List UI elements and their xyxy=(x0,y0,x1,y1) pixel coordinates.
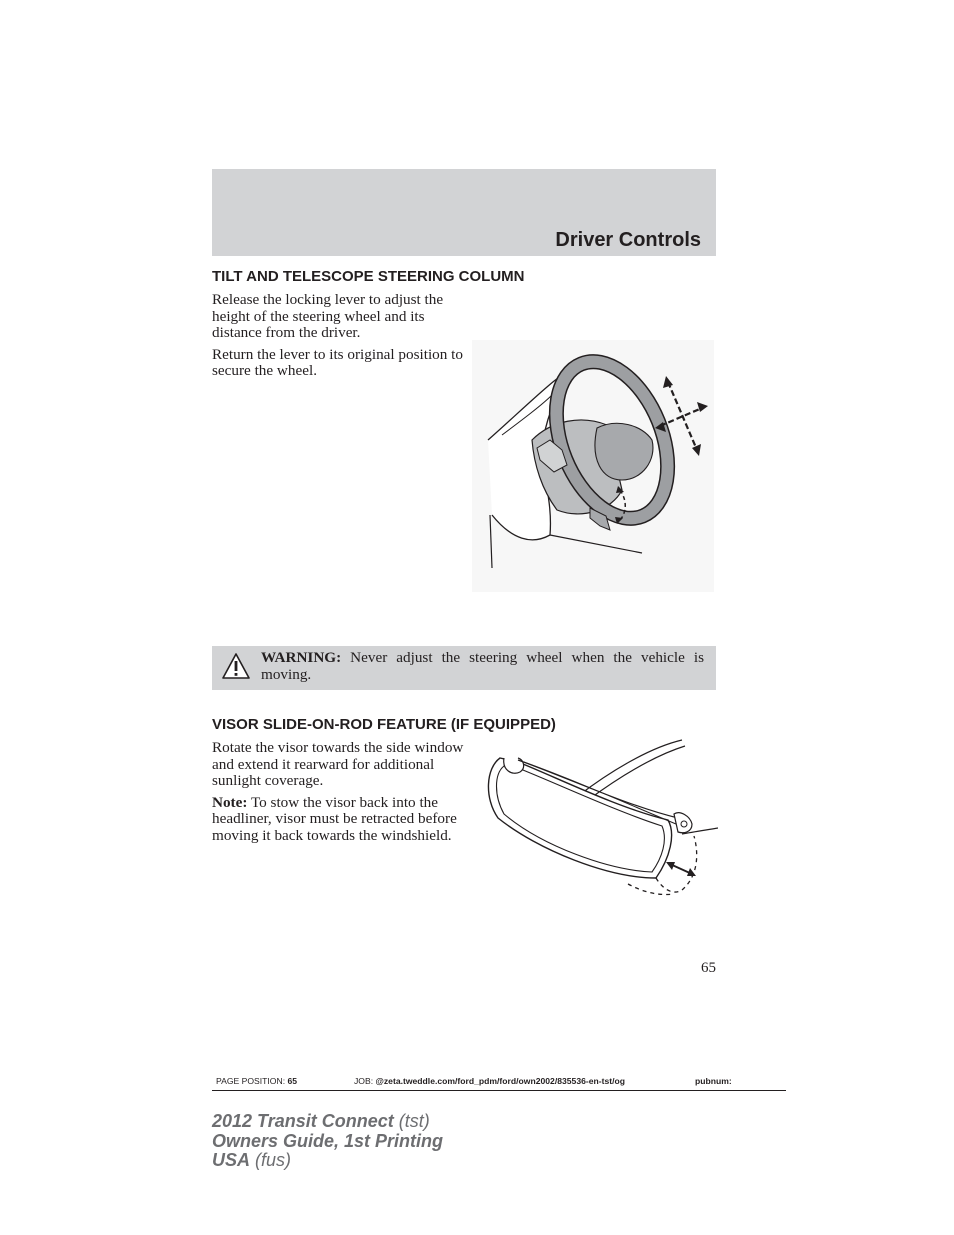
visor-illustration xyxy=(478,738,718,900)
page-position xyxy=(216,1076,297,1086)
tilt-steering-body xyxy=(212,292,464,385)
page-position-label: PAGE POSITION: xyxy=(216,1076,286,1086)
visor-body xyxy=(212,740,464,850)
tilt-paragraph-2: Return the lever to its original position to secure the wheel. xyxy=(212,345,463,380)
visor-heading: VISOR SLIDE-ON-ROD FEATURE (IF EQUIPPED) xyxy=(212,716,556,733)
job-label: JOB: xyxy=(354,1076,374,1086)
model-name: 2012 Transit Connect xyxy=(212,1111,394,1131)
warning-triangle-icon xyxy=(221,652,251,680)
pubnum-info xyxy=(695,1076,732,1086)
steering-column-illustration xyxy=(472,340,714,592)
warning-message: Never adjust the steering wheel when the vehicle is moving. xyxy=(261,649,704,683)
market-name: USA xyxy=(212,1150,251,1170)
note-label: Note: xyxy=(212,793,248,811)
printing-info: Owners Guide, 1st Printing xyxy=(212,1130,444,1151)
tilt-paragraph-1: Release the locking lever to adjust the height of the steering wheel and its distance from the driver. xyxy=(212,291,444,342)
note-text: To stow the visor back into the headliner, visor must be retracted before moving it back towards the windshield. xyxy=(212,793,457,844)
section-header-bar xyxy=(212,169,716,256)
warning-text xyxy=(261,650,704,683)
visor-note xyxy=(212,795,464,845)
tilt-steering-heading: TILT AND TELESCOPE STEERING COLUMN xyxy=(212,268,525,285)
page-position-value: 65 xyxy=(287,1076,298,1086)
market-code: (fus) xyxy=(250,1150,292,1170)
footer-rule xyxy=(212,1090,786,1091)
edition-line-2 xyxy=(212,1132,443,1152)
page-number: 65 xyxy=(701,960,716,976)
job-value: @zeta.tweddle.com/ford_pdm/ford/own2002/835536-en-tst/og xyxy=(375,1076,626,1086)
edition-line-3 xyxy=(212,1151,443,1171)
model-code: (tst) xyxy=(393,1111,430,1131)
edition-line-1 xyxy=(212,1112,443,1132)
guide-edition-info xyxy=(212,1112,443,1171)
job-info xyxy=(354,1076,625,1086)
pubnum-label: pubnum: xyxy=(695,1076,732,1086)
warning-label: WARNING: xyxy=(261,649,342,666)
visor-paragraph: Rotate the visor towards the side window and extend it rearward for additional sunlight coverage. xyxy=(212,739,464,790)
section-title: Driver Controls xyxy=(555,229,701,251)
warning-box xyxy=(212,646,716,690)
